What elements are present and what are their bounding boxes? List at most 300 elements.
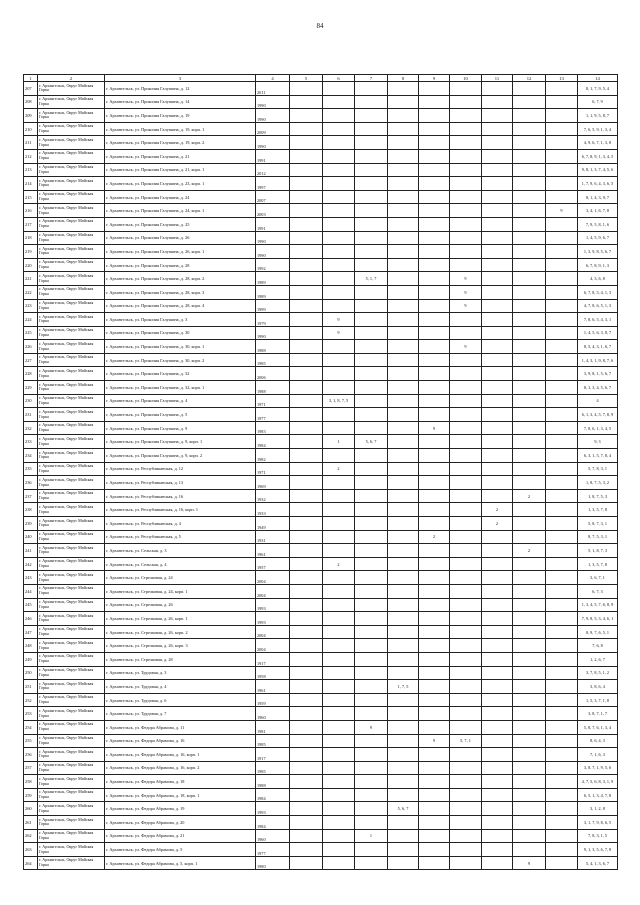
col6-cell <box>323 95 355 109</box>
address-cell: г. Архангельск, ул. Стрелковая, д. 28 <box>105 652 256 666</box>
col5-cell <box>290 639 323 653</box>
col10-cell <box>450 231 482 245</box>
col7-cell <box>355 109 388 123</box>
col14-cell: 6, 7, 9 <box>578 95 618 109</box>
col11-cell <box>482 707 513 721</box>
col13-cell <box>546 285 578 299</box>
table-row <box>24 652 618 666</box>
year-cell: 1989 <box>256 272 290 286</box>
col6-cell: 9 <box>323 313 355 327</box>
address-cell: г. Архангельск, ул. Стрелковая, д. 26 <box>105 598 256 612</box>
col11-cell <box>482 313 513 327</box>
col9-cell <box>419 720 450 734</box>
col14-cell: 7, 1, 6, 3 <box>578 748 618 762</box>
col6-cell <box>323 272 355 286</box>
settlement-cell: г. Архангельск, Округ Майская Горка <box>38 313 105 327</box>
row-number: 244 <box>24 584 38 598</box>
col5-cell <box>290 149 323 163</box>
table-row <box>24 149 618 163</box>
year-cell: 1931 <box>256 530 290 544</box>
address-cell: г. Архангельск, ул. Стрелковая, д. 24, корп. 1 <box>105 584 256 598</box>
row-number: 261 <box>24 816 38 830</box>
row-number: 223 <box>24 299 38 313</box>
col6-cell <box>323 843 355 857</box>
col13-cell <box>546 598 578 612</box>
col6-cell <box>323 149 355 163</box>
row-number: 234 <box>24 449 38 463</box>
col13-cell <box>546 435 578 449</box>
col8-cell <box>388 177 419 191</box>
col6-cell <box>323 476 355 490</box>
row-number: 217 <box>24 217 38 231</box>
col11-cell <box>482 584 513 598</box>
col5-cell <box>290 190 323 204</box>
settlement-cell: г. Архангельск, Округ Майская Горка <box>38 775 105 789</box>
year-cell: 1979 <box>256 313 290 327</box>
row-number: 236 <box>24 476 38 490</box>
column-header: 4 <box>256 75 290 82</box>
row-number: 215 <box>24 190 38 204</box>
col9-cell <box>419 408 450 422</box>
row-number: 211 <box>24 136 38 150</box>
col5-cell <box>290 109 323 123</box>
row-number: 232 <box>24 421 38 435</box>
col5-cell <box>290 245 323 259</box>
col8-cell <box>388 449 419 463</box>
col11-cell <box>482 734 513 748</box>
col7-cell <box>355 299 388 313</box>
year-cell: 1985 <box>256 761 290 775</box>
year-cell: 1960 <box>256 829 290 843</box>
year-cell: 1984 <box>256 788 290 802</box>
col6-cell <box>323 571 355 585</box>
address-cell: г. Архангельск, ул. Трудовая, д. 7 <box>105 707 256 721</box>
col13-cell <box>546 231 578 245</box>
table-row <box>24 272 618 286</box>
col10-cell <box>450 476 482 490</box>
col9-cell <box>419 367 450 381</box>
col7-cell <box>355 625 388 639</box>
year-cell: 1999 <box>256 299 290 313</box>
col11-cell <box>482 245 513 259</box>
col11-cell <box>482 177 513 191</box>
year-cell: 1993 <box>256 612 290 626</box>
address-table <box>23 74 618 870</box>
col9-cell <box>419 761 450 775</box>
col5-cell <box>290 299 323 313</box>
col5-cell <box>290 367 323 381</box>
year-cell: 1949 <box>256 517 290 531</box>
year-cell: 1961 <box>256 544 290 558</box>
row-number: 225 <box>24 326 38 340</box>
col11-cell <box>482 856 513 870</box>
settlement-cell: г. Архангельск, Округ Майская Горка <box>38 231 105 245</box>
col12-cell: 2 <box>513 489 546 503</box>
col8-cell <box>388 299 419 313</box>
col7-cell <box>355 449 388 463</box>
year-cell: 1990 <box>256 109 290 123</box>
year-cell: 1992 <box>256 258 290 272</box>
col6-cell <box>323 802 355 816</box>
address-cell: г. Архангельск, ул. Прокопия Галушина, д. 32, корп. 1 <box>105 381 256 395</box>
col9-cell <box>419 829 450 843</box>
col10-cell <box>450 136 482 150</box>
row-number: 245 <box>24 598 38 612</box>
col9-cell: 9 <box>419 421 450 435</box>
col7-cell <box>355 584 388 598</box>
settlement-cell: г. Архангельск, Округ Майская Горка <box>38 462 105 476</box>
col14-cell: 4, 3, 6, 8 <box>578 272 618 286</box>
year-cell: 1971 <box>256 462 290 476</box>
col5-cell <box>290 598 323 612</box>
col5-cell <box>290 761 323 775</box>
col10-cell <box>450 326 482 340</box>
col11-cell <box>482 95 513 109</box>
col6-cell: 2 <box>323 557 355 571</box>
col9-cell <box>419 204 450 218</box>
settlement-cell: г. Архангельск, Округ Майская Горка <box>38 517 105 531</box>
col14-cell: 7, 9, 8, 5, 3, 4, 6, 1 <box>578 612 618 626</box>
col12-cell <box>513 584 546 598</box>
row-number: 259 <box>24 788 38 802</box>
row-number: 227 <box>24 353 38 367</box>
address-cell: г. Архангельск, ул. Республиканская, д. 4 <box>105 517 256 531</box>
col14-cell: 4 <box>578 394 618 408</box>
col5-cell <box>290 204 323 218</box>
col5-cell <box>290 720 323 734</box>
col12-cell <box>513 285 546 299</box>
col5-cell <box>290 272 323 286</box>
col10-cell <box>450 503 482 517</box>
col6-cell <box>323 761 355 775</box>
col5-cell <box>290 571 323 585</box>
col5-cell <box>290 163 323 177</box>
col14-cell: 6, 1, 3, 4, 5, 7, 8, 9 <box>578 408 618 422</box>
table-row <box>24 489 618 503</box>
col7-cell <box>355 612 388 626</box>
settlement-cell: г. Архангельск, Округ Майская Горка <box>38 381 105 395</box>
col13-cell <box>546 109 578 123</box>
col11-cell <box>482 625 513 639</box>
col6-cell <box>323 652 355 666</box>
col14-cell: 9, 1, 3, 5, 6, 7, 8 <box>578 843 618 857</box>
col13-cell <box>546 544 578 558</box>
table-row <box>24 829 618 843</box>
address-cell: г. Архангельск, ул. Прокопия Галушина, д. 23, корп. 1 <box>105 177 256 191</box>
col13-cell <box>546 530 578 544</box>
col13-cell <box>546 761 578 775</box>
col11-cell <box>482 149 513 163</box>
col9-cell <box>419 245 450 259</box>
col8-cell <box>388 353 419 367</box>
col5-cell <box>290 435 323 449</box>
col9-cell <box>419 122 450 136</box>
address-cell: г. Архангельск, ул. Прокопия Галушина, д. 9, корп. 2 <box>105 449 256 463</box>
col11-cell <box>482 775 513 789</box>
row-number: 209 <box>24 109 38 123</box>
col11-cell <box>482 258 513 272</box>
col11-cell <box>482 381 513 395</box>
col7-cell <box>355 340 388 354</box>
col6-cell <box>323 666 355 680</box>
column-header: 13 <box>546 75 578 82</box>
table-row <box>24 313 618 327</box>
col12-cell <box>513 720 546 734</box>
col13-cell <box>546 517 578 531</box>
settlement-cell: г. Архангельск, Округ Майская Горка <box>38 217 105 231</box>
col10-cell <box>450 177 482 191</box>
col13-cell <box>546 122 578 136</box>
col5-cell <box>290 82 323 96</box>
col10-cell <box>450 843 482 857</box>
col8-cell <box>388 149 419 163</box>
col12-cell <box>513 82 546 96</box>
col5-cell <box>290 462 323 476</box>
address-cell: г. Архангельск, ул. Федора Абрамова, д. 18, корп. 1 <box>105 788 256 802</box>
year-cell: 1988 <box>256 381 290 395</box>
col9-cell <box>419 775 450 789</box>
table-row <box>24 326 618 340</box>
col7-cell <box>355 666 388 680</box>
col13-cell <box>546 625 578 639</box>
col5-cell <box>290 177 323 191</box>
col13-cell <box>546 408 578 422</box>
year-cell: 2004 <box>256 639 290 653</box>
col12-cell <box>513 299 546 313</box>
col5-cell <box>290 612 323 626</box>
col12-cell <box>513 272 546 286</box>
col9-cell <box>419 462 450 476</box>
year-cell: 2006 <box>256 367 290 381</box>
address-cell: г. Архангельск, ул. Прокопия Галушина, д. 5 <box>105 408 256 422</box>
address-cell: г. Архангельск, ул. Федора Абрамова, д. 19 <box>105 802 256 816</box>
col14-cell: 1, 4, 3, 1, 9, 8, 7, 6 <box>578 353 618 367</box>
col10-cell <box>450 788 482 802</box>
year-cell: 1985 <box>256 734 290 748</box>
col5-cell <box>290 584 323 598</box>
address-cell: г. Архангельск, ул. Федора Абрамова, д. 5 <box>105 843 256 857</box>
col10-cell <box>450 163 482 177</box>
col10-cell <box>450 95 482 109</box>
col12-cell <box>513 381 546 395</box>
col12-cell <box>513 462 546 476</box>
row-number: 210 <box>24 122 38 136</box>
col14-cell: 7, 8, 6, 5, 4, 3, 1 <box>578 313 618 327</box>
address-cell: г. Архангельск, ул. Прокопия Галушина, д. 30, корп. 2 <box>105 353 256 367</box>
col9-cell <box>419 394 450 408</box>
col8-cell <box>388 272 419 286</box>
table-row <box>24 639 618 653</box>
table-row <box>24 122 618 136</box>
col10-cell <box>450 598 482 612</box>
settlement-cell: г. Архангельск, Округ Майская Горка <box>38 612 105 626</box>
address-cell: г. Архангельск, ул. Трудовая, д. 3 <box>105 666 256 680</box>
col14-cell: 8, 1, 3, 4, 5, 6, 7 <box>578 381 618 395</box>
settlement-cell: г. Архангельск, Округ Майская Горка <box>38 285 105 299</box>
col10-cell <box>450 313 482 327</box>
table-row <box>24 163 618 177</box>
table-row <box>24 707 618 721</box>
table-row <box>24 761 618 775</box>
col9-cell <box>419 625 450 639</box>
col7-cell <box>355 394 388 408</box>
address-cell: г. Архангельск, ул. Прокопия Галушина, д. 24, корп. 1 <box>105 204 256 218</box>
col9-cell <box>419 190 450 204</box>
col12-cell <box>513 557 546 571</box>
col5-cell <box>290 517 323 531</box>
col13-cell <box>546 680 578 694</box>
address-cell: г. Архангельск, ул. Прокопия Галушина, д. 28, корп. 4 <box>105 299 256 313</box>
col5-cell <box>290 421 323 435</box>
col14-cell: 4, 9, 6, 7, 1, 3, 8 <box>578 136 618 150</box>
col7-cell <box>355 136 388 150</box>
table-row <box>24 136 618 150</box>
col5-cell <box>290 788 323 802</box>
table-row <box>24 788 618 802</box>
col7-cell: 5, 6, 7 <box>355 435 388 449</box>
col12-cell <box>513 245 546 259</box>
year-cell: 1980 <box>256 856 290 870</box>
table-row <box>24 109 618 123</box>
col14-cell: 5, 8, 7, 3, 1 <box>578 517 618 531</box>
table-row <box>24 367 618 381</box>
address-cell: г. Архангельск, ул. Федора Абрамова, д. 21 <box>105 829 256 843</box>
col8-cell <box>388 843 419 857</box>
col7-cell <box>355 408 388 422</box>
col9-cell <box>419 748 450 762</box>
col7-cell <box>355 639 388 653</box>
col9-cell <box>419 381 450 395</box>
col7-cell <box>355 734 388 748</box>
year-cell: 1917 <box>256 748 290 762</box>
col6-cell: 1 <box>323 435 355 449</box>
row-number: 248 <box>24 639 38 653</box>
col7-cell <box>355 367 388 381</box>
col13-cell <box>546 299 578 313</box>
row-number: 212 <box>24 149 38 163</box>
year-cell: 1961 <box>256 680 290 694</box>
col8-cell <box>388 584 419 598</box>
col11-cell <box>482 272 513 286</box>
col7-cell <box>355 149 388 163</box>
col14-cell: 8, 9, 7, 6, 5, 1 <box>578 625 618 639</box>
col12-cell <box>513 109 546 123</box>
table-row <box>24 571 618 585</box>
col7-cell <box>355 802 388 816</box>
col11-cell <box>482 544 513 558</box>
row-number: 251 <box>24 680 38 694</box>
col6-cell <box>323 408 355 422</box>
col9-cell <box>419 598 450 612</box>
row-number: 224 <box>24 313 38 327</box>
col9-cell <box>419 680 450 694</box>
col13-cell <box>546 177 578 191</box>
col10-cell <box>450 652 482 666</box>
col9-cell <box>419 802 450 816</box>
col11-cell <box>482 204 513 218</box>
table-row <box>24 748 618 762</box>
row-number: 240 <box>24 530 38 544</box>
col5-cell <box>290 353 323 367</box>
col8-cell <box>388 489 419 503</box>
col9-cell: 2 <box>419 530 450 544</box>
row-number: 226 <box>24 340 38 354</box>
col12-cell <box>513 530 546 544</box>
table-row <box>24 544 618 558</box>
col10-cell <box>450 489 482 503</box>
col12-cell <box>513 136 546 150</box>
address-cell: г. Архангельск, ул. Сельская, д. 4 <box>105 557 256 571</box>
col11-cell <box>482 449 513 463</box>
col10-cell <box>450 829 482 843</box>
row-number: 255 <box>24 734 38 748</box>
column-header: 12 <box>513 75 546 82</box>
col9-cell <box>419 217 450 231</box>
col13-cell <box>546 217 578 231</box>
col10-cell <box>450 802 482 816</box>
col12-cell <box>513 217 546 231</box>
col14-cell: 6, 7, 8, 9, 1, 3 <box>578 258 618 272</box>
col14-cell: 1, 5, 3, 7, 1, 8 <box>578 693 618 707</box>
col9-cell <box>419 258 450 272</box>
year-cell: 1988 <box>256 775 290 789</box>
col6-cell <box>323 517 355 531</box>
col10-cell <box>450 666 482 680</box>
col8-cell <box>388 95 419 109</box>
address-cell: г. Архангельск, ул. Федора Абрамова, д. 16, корп. 1 <box>105 748 256 762</box>
col9-cell <box>419 313 450 327</box>
col8-cell <box>388 612 419 626</box>
col14-cell: 3, 1, 7, 9, 8, 6, 5 <box>578 816 618 830</box>
address-cell: г. Архангельск, ул. Республиканская, д. 12 <box>105 462 256 476</box>
col7-cell <box>355 517 388 531</box>
table-row <box>24 530 618 544</box>
col13-cell <box>546 394 578 408</box>
col10-cell <box>450 217 482 231</box>
col6-cell <box>323 816 355 830</box>
col14-cell: 5, 7, 8, 3, 1 <box>578 462 618 476</box>
col8-cell <box>388 340 419 354</box>
col8-cell <box>388 707 419 721</box>
col6-cell <box>323 204 355 218</box>
col13-cell <box>546 816 578 830</box>
year-cell: 1969 <box>256 476 290 490</box>
col13-cell <box>546 843 578 857</box>
table-row <box>24 503 618 517</box>
col8-cell <box>388 136 419 150</box>
col7-cell <box>355 652 388 666</box>
year-cell: 2004 <box>256 584 290 598</box>
col11-cell <box>482 394 513 408</box>
row-number: 222 <box>24 285 38 299</box>
col11-cell <box>482 122 513 136</box>
col6-cell <box>323 625 355 639</box>
year-cell: 1991 <box>256 217 290 231</box>
col7-cell <box>355 856 388 870</box>
col11-cell <box>482 829 513 843</box>
col12-cell <box>513 802 546 816</box>
col10-cell <box>450 449 482 463</box>
col8-cell <box>388 190 419 204</box>
settlement-cell: г. Архангельск, Округ Майская Горка <box>38 761 105 775</box>
year-cell: 1993 <box>256 598 290 612</box>
col7-cell <box>355 843 388 857</box>
col10-cell <box>450 612 482 626</box>
row-number: 229 <box>24 381 38 395</box>
col10-cell <box>450 381 482 395</box>
col11-cell <box>482 231 513 245</box>
col13-cell <box>546 367 578 381</box>
